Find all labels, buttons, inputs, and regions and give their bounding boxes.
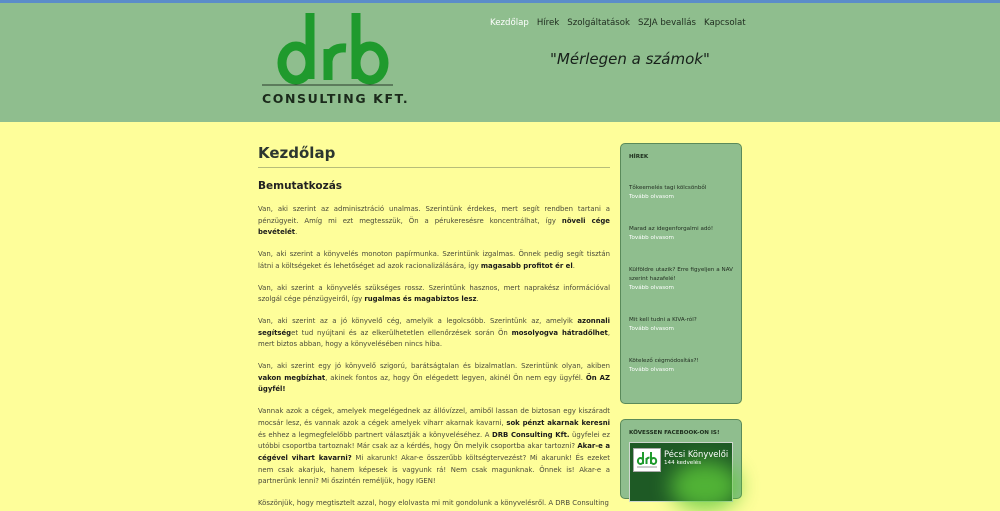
paragraph-text: Van, aki szerint az adminisztráció unalmas. Szerintünk érdekes, mert segít rendben tartani a pénzügyeit. Amíg mi ezt megtesszük, Ön a pérukeresésre koncentrálhat, így xyxy=(258,205,610,225)
paragraph-text: Van, aki szerint egy jó könyvelő szigorú, barátságtalan és bizalmatlan. Szerintünk olyan, akiben xyxy=(258,362,610,371)
facebook-page-thumbnail xyxy=(633,448,661,472)
read-more-link[interactable]: Tovább olvasom xyxy=(629,326,675,332)
paragraph-text: Van, aki szerint az a jó könyvelő cég, amelyik a legolcsóbb. Szerintünk az, amelyik xyxy=(258,316,578,325)
paragraph-text: . xyxy=(295,228,298,237)
news-item xyxy=(629,266,733,293)
paragraph-text: és ehhez a legmegfelelőbb partnert választják a könyveléséhez. A xyxy=(258,430,492,439)
highlight-text: mosolyogva hátradőlhet xyxy=(511,328,608,337)
section-subtitle: Bemutatkozás xyxy=(258,180,343,192)
paragraph-text: . xyxy=(476,295,479,304)
news-item-title: Mit kell tudni a KIVA-ról? xyxy=(629,317,697,323)
highlight-text: vakon megbízhat xyxy=(258,373,326,382)
highlight-text: Akar-e a cégével vihart kavarni? xyxy=(258,442,611,462)
main-content xyxy=(258,144,611,508)
slogan: "Mérlegen a számok" xyxy=(550,50,710,68)
highlight-text: azonnali segítség xyxy=(258,316,610,337)
paragraph-text: , mert biztos abban, hogy a könyvelésében nincs hiba. xyxy=(258,328,611,349)
news-item xyxy=(629,184,733,202)
paragraph-text: Vannak azok a cégek, amelyek megelégednek az állóvízzel, amiből lassan de biztosan egy kiszáradt mocsár lesz, és vannak azok a cégek amelyek viharr akarnak kavarni, xyxy=(258,407,610,427)
intro-paragraph xyxy=(258,316,610,351)
read-more-link[interactable]: Tovább olvasom xyxy=(629,235,675,241)
paragraph-text: et tud nyújtani és az elkerülhetetlen ellenőrzések során Ön xyxy=(291,328,512,337)
facebook-page-card[interactable] xyxy=(629,442,733,502)
intro-paragraph xyxy=(258,249,610,272)
drb-logo[interactable] xyxy=(262,9,410,106)
paragraph-text: , akinek fontos az, hogy Ön elégedett legyen, akinél Ön nem egy ügyfél. xyxy=(325,373,586,382)
page-title: Kezdőlap xyxy=(258,144,610,168)
paragraph-text: Köszönjük, hogy megtisztelt azzal, hogy elolvasta mi mit gondolunk a könyvelésről. A DRB Consulting xyxy=(258,499,609,508)
drb-logo-icon xyxy=(262,9,398,89)
read-more-link[interactable]: Tovább olvasom xyxy=(629,194,675,200)
intro-paragraph xyxy=(258,283,610,306)
news-title: HÍREK xyxy=(629,154,649,160)
paragraph-text: Van, aki szerint a könyvelés szükséges rossz. Szerintünk hasznos, mert naprakész információval szolgál cége pénzügyeiről, így xyxy=(258,283,610,304)
nav-item-kapcsolat[interactable]: Kapcsolat xyxy=(703,18,746,28)
read-more-link[interactable]: Tovább olvasom xyxy=(629,285,675,291)
paragraph-text: Mi akarunk! Akar-e összerűbb költségtervezést? Mi akarunk! És ezeket nem csak akarjuk, hanem képesek is vagyunk rá! Nem csak magunknak. Önnek is! Akar-e a partnerünk lenni? Mi őszintén reméljük, hogy IGEN! xyxy=(258,453,610,486)
intro-paragraph xyxy=(258,204,610,239)
news-item-title: Marad az idegenforgalmi adó! xyxy=(629,226,714,232)
highlight-text: Ön AZ ügyfél! xyxy=(258,373,610,394)
intro-paragraph xyxy=(258,361,610,396)
news-item xyxy=(629,225,733,243)
facebook-page-name: Pécsi Könyvelői xyxy=(664,449,729,459)
news-item-title: Külföldre utazik? Erre figyeljen a NAV szerint hazafelé! xyxy=(629,267,733,282)
news-item-title: Tőkeemelés tagi kölcsönből xyxy=(629,185,707,191)
drb-logo-icon xyxy=(634,449,660,471)
highlight-text: növeli cége bevételét xyxy=(258,216,610,237)
nav-item-szolgaltatasok[interactable]: Szolgáltatások xyxy=(567,18,631,28)
highlight-text: DRB Consulting Kft. xyxy=(491,430,570,439)
nav-item-kezdolap[interactable]: Kezdőlap xyxy=(490,18,529,28)
facebook-title: KÖVESSEN FACEBOOK-ON IS! xyxy=(629,430,720,436)
nav-item-hirek[interactable]: Hírek xyxy=(536,18,560,28)
paragraph-text: ügyfelei ez utóbbi csoportba tartoznak! Már csak az a kérdés, hogy Ön melyik csoportba akar tartozni? xyxy=(258,430,610,451)
intro-paragraphs xyxy=(258,204,610,510)
paragraph-text: Van, aki szerint a könyvelés monoton papírmunka. Szerintünk izgalmas. Önnek pedig segít tisztán látni a költségeket és lehetőséget ad azok racionalizálására, így xyxy=(258,250,610,270)
facebook-likes: 144 kedvelés xyxy=(664,460,702,466)
news-item xyxy=(629,357,733,375)
paragraph-text: . xyxy=(572,261,575,270)
news-list xyxy=(621,184,741,375)
main-nav xyxy=(490,18,746,34)
logo-text: CONSULTING KFT. xyxy=(262,91,410,106)
intro-paragraph xyxy=(258,406,610,488)
site-header xyxy=(0,3,1000,122)
highlight-text: rugalmas és magabiztos lesz xyxy=(364,295,477,304)
news-item-title: Kötelező cégmódosítás?! xyxy=(629,358,699,364)
highlight-text: sok pénzt akarnak keresni xyxy=(506,418,610,427)
facebook-cover-image xyxy=(670,461,740,511)
nav-item-szja-bevallas[interactable]: SZJA bevallás xyxy=(638,18,696,28)
highlight-text: magasabb profitot ér el xyxy=(480,261,573,270)
intro-paragraph xyxy=(258,498,610,510)
read-more-link[interactable]: Tovább olvasom xyxy=(629,367,675,373)
news-item xyxy=(629,316,733,334)
news-box xyxy=(620,143,742,404)
facebook-box xyxy=(620,419,742,499)
